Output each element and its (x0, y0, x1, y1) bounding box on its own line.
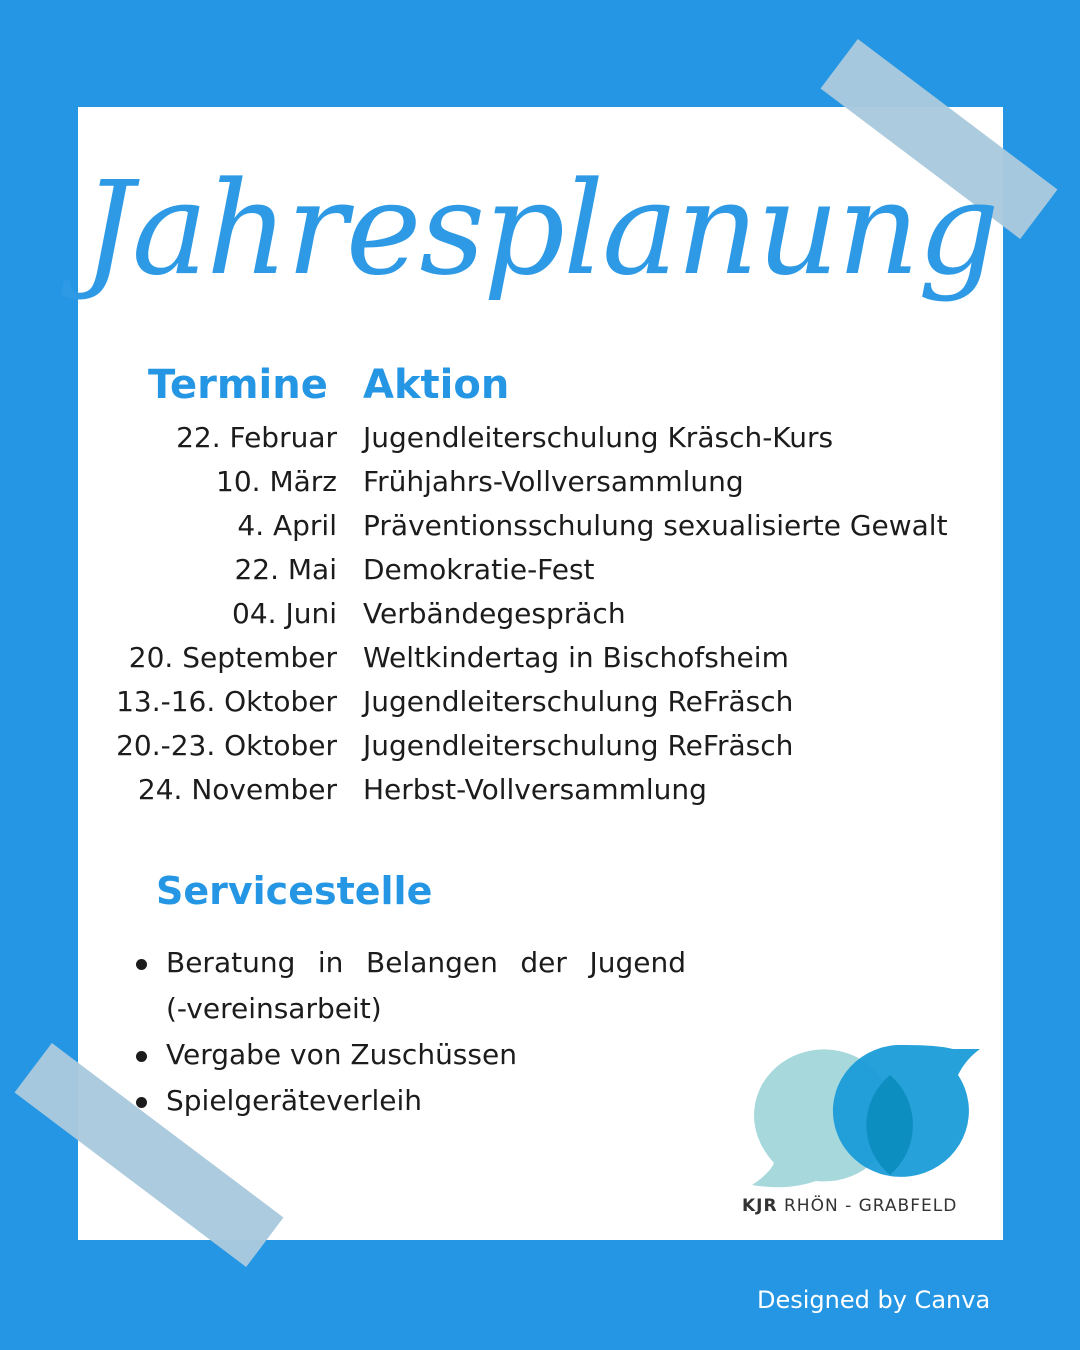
service-item (136, 1078, 696, 1124)
event-date: 10. März (216, 465, 337, 498)
event-date: 22. Mai (234, 553, 337, 586)
actions-header: Aktion (363, 362, 510, 408)
event-row (0, 460, 1080, 504)
bullet-icon (136, 1051, 147, 1062)
event-row (0, 504, 1080, 548)
event-date: 04. Juni (232, 597, 337, 630)
service-list (136, 940, 696, 1124)
service-item (136, 940, 696, 1032)
event-row (0, 724, 1080, 768)
event-date: 20. September (128, 641, 337, 674)
service-item (136, 1032, 696, 1078)
logo-text (742, 1196, 957, 1216)
event-action: Jugendleiterschulung ReFräsch (363, 685, 794, 718)
event-row (0, 592, 1080, 636)
word: Beratung (166, 946, 296, 979)
word: in (317, 946, 344, 979)
service-item-continuation: (-vereinsarbeit) (166, 992, 382, 1025)
event-row (0, 416, 1080, 460)
event-action: Verbändegespräch (363, 597, 626, 630)
event-action: Jugendleiterschulung Kräsch-Kurs (363, 421, 834, 454)
event-date: 4. April (237, 509, 337, 542)
word: Jugend (589, 946, 686, 979)
page-title: Jahresplanung (82, 155, 998, 304)
logo-text-bold: KJR (742, 1196, 778, 1216)
event-row (0, 548, 1080, 592)
service-item-justified (166, 940, 686, 986)
event-action: Herbst-Vollversammlung (363, 773, 707, 806)
service-item-label: Vergabe von Zuschüssen (166, 1038, 517, 1071)
event-action: Weltkindertag in Bischofsheim (363, 641, 789, 674)
logo-text-rest: RHÖN - GRABFELD (784, 1196, 958, 1216)
event-row (0, 768, 1080, 812)
event-row (0, 636, 1080, 680)
event-date: 20.-23. Oktober (116, 729, 337, 762)
event-action: Frühjahrs-Vollversammlung (363, 465, 744, 498)
event-row (0, 680, 1080, 724)
bullet-icon (136, 959, 147, 970)
service-title: Servicestelle (156, 869, 433, 913)
event-action: Präventionsschulung sexualisierte Gewalt (363, 509, 948, 542)
service-item-label: Spielgeräteverleih (166, 1084, 423, 1117)
event-date: 22. Februar (176, 421, 337, 454)
event-action: Demokratie-Fest (363, 553, 595, 586)
dates-header: Termine (148, 362, 328, 408)
word: der (520, 946, 567, 979)
bullet-icon (136, 1097, 147, 1108)
event-date: 24. November (137, 773, 337, 806)
word: Belangen (365, 946, 498, 979)
event-date: 13.-16. Oktober (116, 685, 337, 718)
event-action: Jugendleiterschulung ReFräsch (363, 729, 794, 762)
footer-credit: Designed by Canva (757, 1286, 991, 1314)
